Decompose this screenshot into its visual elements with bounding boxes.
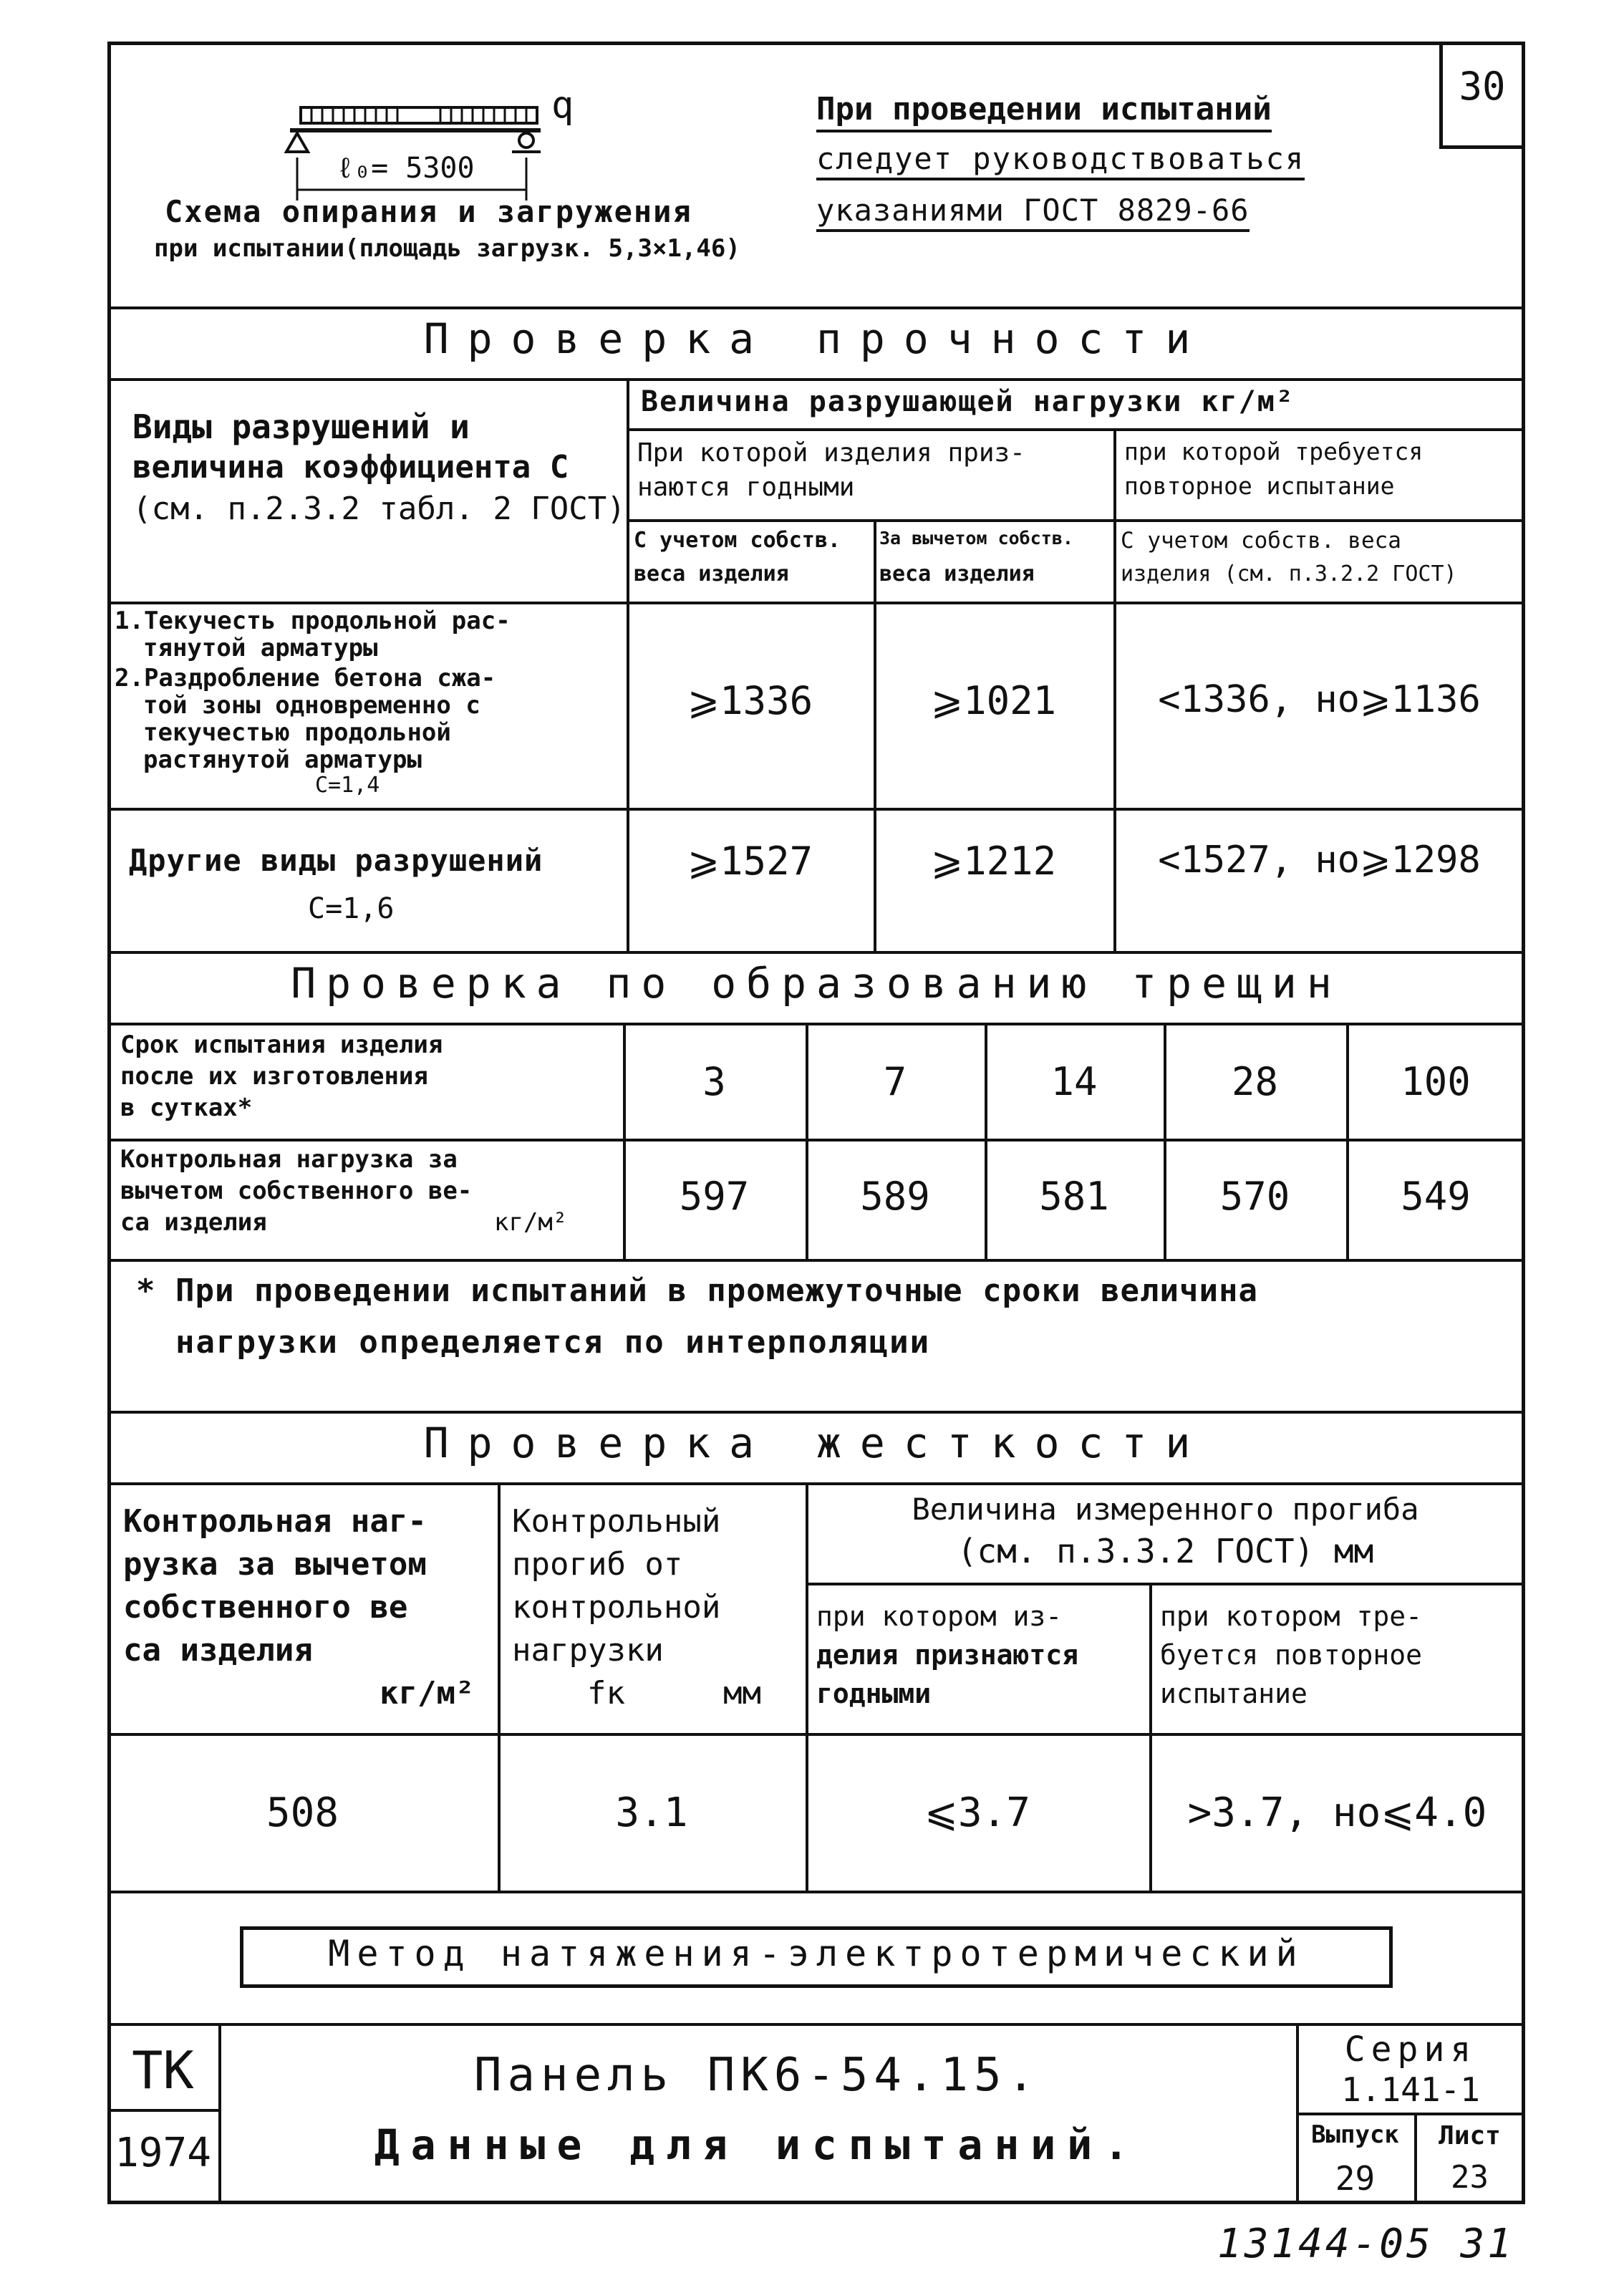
fit-header-2: наются годными (637, 473, 855, 502)
divider (107, 1411, 1525, 1414)
stiff-col2-1: Контрольный (512, 1503, 721, 1540)
crack-footnote-1: * При проведении испытаний в промежуточные сроки величина (136, 1273, 1258, 1309)
row2-type-line1: Другие виды разрушений (129, 843, 543, 878)
stiff-col3a-1: при котором из- (816, 1601, 1063, 1632)
minus-weight-header-2: веса изделия (879, 561, 1035, 586)
load-2: 589 (860, 1174, 930, 1219)
row1-coef: С=1,4 (315, 773, 380, 798)
titleblock-top (107, 2023, 1525, 2026)
row1-type-line6: растянутой арматуры (143, 745, 422, 774)
stiff-col3b-3: испытание (1160, 1678, 1308, 1709)
titleblock-title-2: Данные для испытаний. (374, 2120, 1141, 2169)
stiff-value-retest: >3.7, но⩽4.0 (1187, 1790, 1487, 1836)
grid-line (107, 2109, 218, 2112)
row2-coef: С=1,6 (308, 892, 395, 925)
minus-weight-header-1: За вычетом собств. (879, 528, 1073, 549)
row1-type-line1: 1.Текучесть продольной рас- (115, 607, 511, 635)
stiff-value-deflection: 3.1 (615, 1790, 688, 1836)
stiff-value-fit: ⩽3.7 (924, 1790, 1031, 1836)
age-1: 3 (702, 1059, 726, 1104)
series-label: Серия (1344, 2029, 1477, 2070)
grid-line (1149, 1583, 1152, 1891)
stiff-col3-2: (см. п.3.3.2 ГОСТ) мм (957, 1532, 1374, 1570)
right-support (519, 133, 533, 148)
strength-types-header-2: величина коэффициента С (132, 449, 569, 486)
divider (107, 1023, 1525, 1025)
row2-retest: <1527, но⩾1298 (1158, 839, 1481, 882)
stiff-col3b-1: при котором тре- (1160, 1601, 1423, 1632)
stiff-col3b-2: буется повторное (1160, 1639, 1423, 1671)
row1-type-line4: той зоны одновременно с (143, 691, 480, 720)
stiff-col1-1: Контрольная наг- (123, 1503, 427, 1540)
scheme-caption-line1: Схема опирания и загружения (165, 194, 692, 229)
series-value: 1.141-1 (1341, 2070, 1480, 2109)
grid-line (1296, 2113, 1525, 2115)
row2-with-weight: ⩾1527 (687, 839, 813, 884)
fit-header-1: При которой изделия приз- (637, 438, 1025, 468)
sheet-value: 23 (1451, 2159, 1489, 2196)
divider (107, 306, 1525, 309)
crack-footnote-2: нагрузки определяется по интерполяции (175, 1324, 931, 1361)
grid-line (627, 519, 1525, 522)
load-hatch (301, 107, 537, 123)
stiff-col2-symbol: fк (587, 1675, 625, 1712)
retest-header-2: повторное испытание (1124, 472, 1395, 500)
age-2: 7 (883, 1059, 907, 1104)
age-label-3: в сутках* (120, 1094, 253, 1122)
with-weight-header-1: С учетом собств. (634, 528, 841, 553)
sheet-label: Лист (1439, 2121, 1501, 2150)
grid-line (107, 1139, 1525, 1141)
row1-with-weight: ⩾1336 (687, 678, 813, 723)
divider (107, 1259, 1525, 1262)
scheme-span-label: ℓ₀= 5300 (337, 152, 475, 185)
stiff-col2-4: нагрузки (512, 1632, 664, 1669)
load-5: 549 (1401, 1174, 1471, 1219)
row1-type-line5: текучестью продольной (143, 718, 451, 747)
age-5: 100 (1401, 1059, 1471, 1104)
titleblock-title-1: Панель ПК6-54.15. (473, 2049, 1041, 2102)
age-3: 14 (1050, 1059, 1098, 1104)
strength-types-header-3: (см. п.2.3.2 табл. 2 ГОСТ) (132, 491, 626, 527)
retest-weight-header-1: С учетом собств. веса (1121, 528, 1401, 554)
strength-load-header: Величина разрушающей нагрузки кг/м² (641, 385, 1295, 418)
crack-title: Проверка по образованию трещин (291, 959, 1342, 1008)
load-3: 581 (1039, 1174, 1109, 1219)
grid-line (107, 808, 1525, 811)
grid-line (806, 1583, 1525, 1585)
load-4: 570 (1219, 1174, 1290, 1219)
year: 1974 (115, 2130, 211, 2176)
retest-header-1: при которой требуется (1124, 438, 1424, 465)
age-4: 28 (1231, 1059, 1279, 1104)
strength-title: Проверка прочности (423, 314, 1209, 363)
divider (107, 1891, 1525, 1893)
grid-line (107, 1733, 1525, 1736)
age-label-1: Срок испытания изделия (120, 1030, 443, 1059)
load-unit: кг/м² (494, 1208, 568, 1237)
stiffness-title: Проверка жесткости (423, 1419, 1209, 1467)
load-label-1: Контрольная нагрузка за (120, 1145, 458, 1174)
load-1: 597 (679, 1174, 750, 1219)
stiff-col2-2: прогиб от (512, 1546, 683, 1583)
stiff-col1-3: собственного ве (123, 1589, 408, 1626)
row1-retest: <1336, но⩾1136 (1158, 678, 1481, 721)
method-text: Метод натяжения-электротермический (328, 1933, 1305, 1974)
grid-line (627, 428, 1525, 431)
age-label-2: после их изготовления (120, 1062, 428, 1091)
archive-stamp: 13144-05 31 (1217, 2221, 1514, 2267)
org-code: ТК (132, 2040, 194, 2100)
left-support (286, 133, 308, 152)
divider (107, 951, 1525, 954)
scheme-load-symbol: q (551, 84, 574, 127)
stiff-col2-3: контрольной (512, 1589, 721, 1626)
row1-type-line3: 2.Раздробление бетона сжа- (115, 664, 496, 692)
divider (107, 378, 1525, 381)
stiff-col1-4: са изделия (123, 1632, 313, 1669)
with-weight-header-2: веса изделия (634, 561, 789, 586)
load-label-2: вычетом собственного ве- (120, 1177, 473, 1205)
stiff-col2-unit: мм (723, 1675, 761, 1712)
issue-value: 29 (1335, 2159, 1376, 2198)
stiff-col3-1: Величина измеренного прогиба (912, 1492, 1419, 1527)
stiff-col1-2: рузка за вычетом (123, 1546, 427, 1583)
divider (107, 1482, 1525, 1485)
issue-label: Выпуск (1311, 2120, 1399, 2149)
stiff-col3a-2: делия признаются (816, 1639, 1079, 1671)
sheet-number: 30 (1459, 64, 1506, 109)
row1-minus-weight: ⩾1021 (930, 678, 1057, 723)
strength-types-header-1: Виды разрушений и (132, 407, 470, 446)
stiff-value-load: 508 (266, 1790, 339, 1836)
grid-line (107, 602, 1525, 604)
stiff-col3a-3: годными (816, 1678, 932, 1709)
scheme-caption-line2: при испытании(площадь загрузк. 5,3×1,46) (154, 234, 740, 263)
note-line2: следует руководствоваться (816, 142, 1305, 180)
load-label-3: са изделия (120, 1208, 267, 1237)
row1-type-line2: тянутой арматуры (143, 634, 378, 662)
grid-line (874, 519, 876, 951)
note-line3: указаниями ГОСТ 8829-66 (816, 193, 1250, 232)
row2-minus-weight: ⩾1212 (930, 839, 1057, 884)
note-line1: При проведении испытаний (816, 92, 1272, 132)
drawing-frame (107, 42, 1525, 2204)
stiff-col1-unit: кг/м² (380, 1675, 475, 1712)
retest-weight-header-2: изделия (см. п.3.2.2 ГОСТ) (1121, 561, 1457, 586)
